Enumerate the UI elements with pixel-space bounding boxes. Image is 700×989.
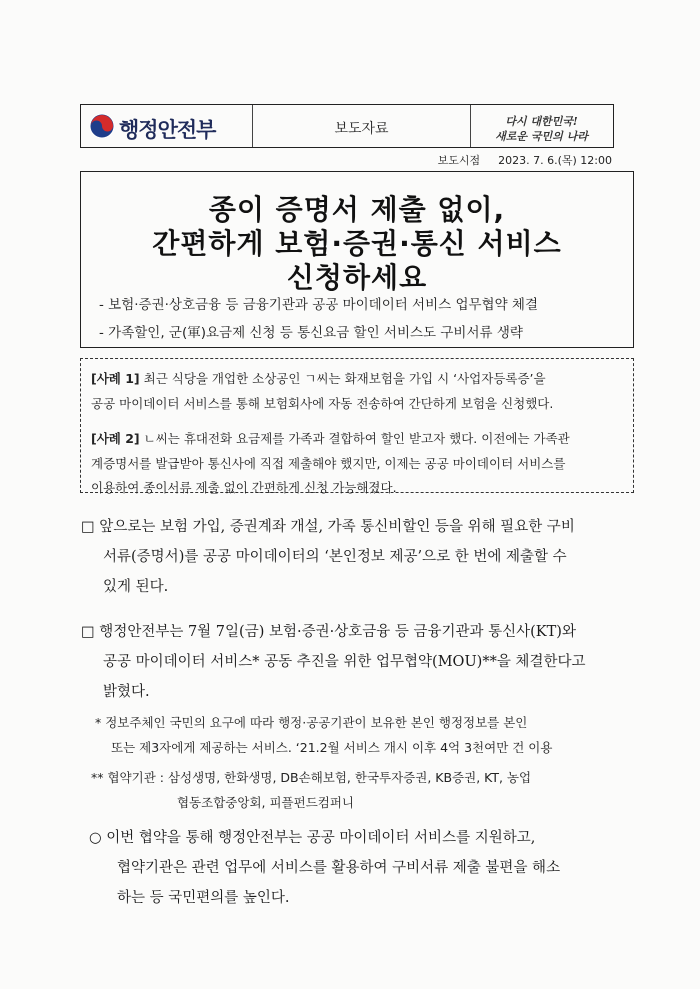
press-header [80, 104, 614, 148]
paragraph-3-line-1: ○ 이번 협약을 통해 행정안전부는 공공 마이데이터 서비스를 지원하고, [89, 830, 536, 846]
case-2-line-2: 계증명서를 발급받아 통신사에 직접 제출해야 했지만, 이제는 공공 마이데이터 서비스를 [91, 456, 566, 471]
footnote-1-line-1: * 정보주체인 국민의 요구에 따라 행정·공공기관이 보유한 본인 행정정보를 본인 [95, 715, 528, 730]
case-1-line-1 [91, 369, 546, 387]
headline-line-1: 종이 증명서 제출 없이, [208, 193, 506, 226]
doc-type-cell [253, 105, 471, 147]
case-2-text: ㄴ씨는 휴대전화 요금제를 가족과 결합하여 할인 받고자 했다. 이전에는 가족관 [139, 431, 570, 446]
subtitle-2: - 가족할인, 군(軍)요금제 신청 등 통신요금 할인 서비스도 구비서류 생략 [99, 325, 523, 341]
footnote-2-line-2: 협동조합중앙회, 피플펀드컴퍼니 [177, 795, 354, 810]
release-time [0, 152, 612, 168]
headline-line-2: 간편하게 보험·증권·통신 서비스 [152, 227, 562, 260]
release-label: 보도시점 [437, 154, 481, 167]
paragraph-3-line-2: 협약기관은 관련 업무에 서비스를 활용하여 구비서류 제출 불편을 해소 [117, 860, 561, 876]
paragraph-3-line-3: 하는 등 국민편의를 높인다. [117, 890, 290, 906]
title-box [80, 171, 634, 348]
case-1-label: [사례 1] [91, 371, 140, 386]
case-2-label: [사례 2] [91, 431, 140, 446]
paragraph-1-line-3: 있게 된다. [103, 579, 169, 595]
footnote-2-line-1: ** 협약기관 : 삼성생명, 한화생명, DB손해보험, 한국투자증권, KB증권, KT, 농업 [91, 770, 532, 785]
paragraph-2-line-1: □ 행정안전부는 7월 7일(금) 보험·증권·상호금융 등 금융기관과 통신사(KT)와 [81, 624, 576, 640]
release-date: 2023. 7. 6.(목) 12:00 [498, 154, 612, 167]
slogan-line-1: 다시 대한민국! [505, 115, 578, 128]
slogan-cell [471, 105, 612, 147]
case-examples-box [80, 358, 634, 493]
paragraph-1-line-1: □ 앞으로는 보험 가입, 증권계좌 개설, 가족 통신비할인 등을 위해 필요한 구비 [81, 519, 575, 535]
headline-line-3: 신청하세요 [286, 261, 428, 294]
case-2-line-3: 이용하여 종이서류 제출 없이 간편하게 신청 가능해졌다. [91, 480, 397, 495]
case-1-line-2: 공공 마이데이터 서비스를 통해 보험회사에 자동 전송하여 간단하게 보험을 신청했다. [91, 396, 554, 411]
taeguk-emblem-icon [89, 113, 115, 139]
slogan-line-2: 새로운 국민의 나라 [495, 130, 588, 143]
ministry-logo-cell [81, 105, 253, 147]
case-1-text: 최근 식당을 개업한 소상공인 ㄱ씨는 화재보험을 가입 시 ‘사업자등록증’을 [139, 371, 546, 386]
footnote-1-line-2: 또는 제3자에게 제공하는 서비스. ‘21.2월 서비스 개시 이후 4억 3천여만 건 이용 [111, 740, 553, 755]
paragraph-1-line-2: 서류(증명서)를 공공 마이데이터의 ‘본인정보 제공’으로 한 번에 제출할 수 [103, 549, 567, 565]
paragraph-2-line-3: 밝혔다. [103, 684, 150, 700]
paragraph-2-line-2: 공공 마이데이터 서비스* 공동 추진을 위한 업무협약(MOU)**을 체결한다고 [103, 654, 586, 670]
case-2-line-1 [91, 429, 570, 447]
doc-type-label: 보도자료 [334, 121, 389, 137]
subtitle-1: - 보험·증권·상호금융 등 금융기관과 공공 마이데이터 서비스 업무협약 체결 [99, 297, 539, 313]
ministry-name: 행정안전부 [119, 118, 216, 142]
